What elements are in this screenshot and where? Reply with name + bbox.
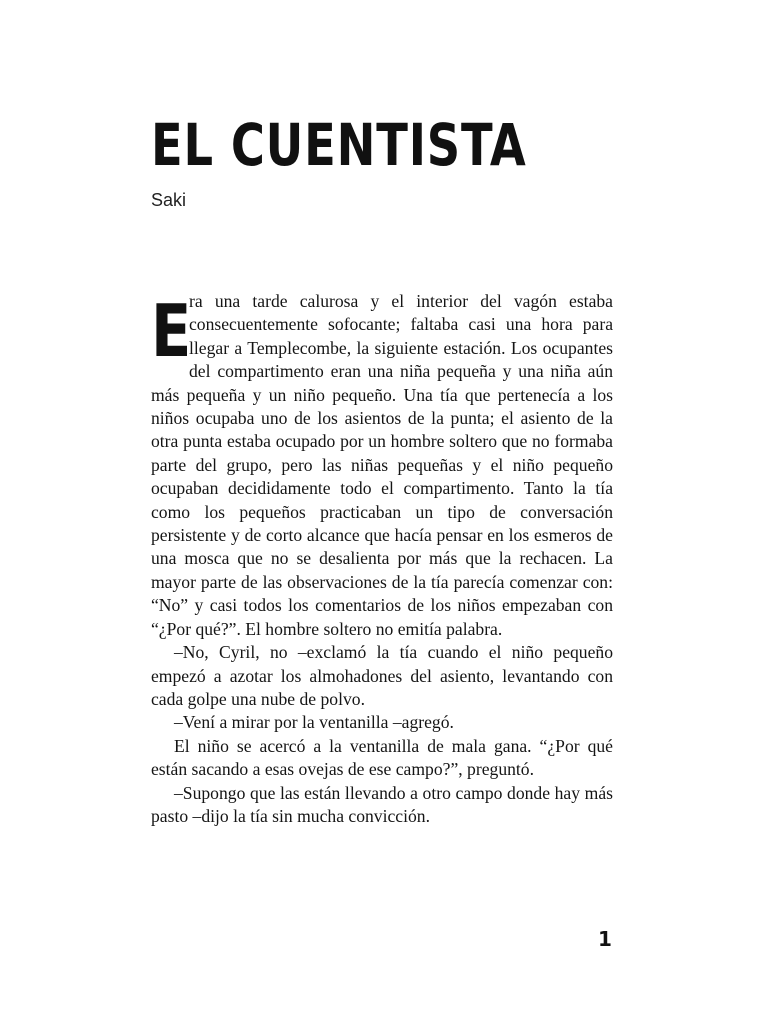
story-title: EL CUENTISTA xyxy=(151,111,527,179)
paragraph-2: –No, Cyril, no –exclamó la tía cuando el niño pequeño empezó a azotar los almohadones del asiento, levantando con cada golpe una nube de polvo. xyxy=(151,642,613,709)
author-name: Saki xyxy=(151,190,187,210)
paragraph-1-text: ra una tarde calurosa y el interior del vagón estaba consecuentemente sofocante; faltaba casi una hora para llegar a Templecombe, la siguiente estación. Los ocupantes del compartimento eran una niña pequeña y una niña aún más pequeña y un niño pequeño. Una tía que pertenecía a los niños ocupaba uno de los asientos de la punta; el asiento de la otra punta estaba ocupado por un hombre soltero que no formaba parte del grupo, pero las niñas pequeñas y el niño pequeño ocupaban decididamente todo el compartimento. Tanto la tía como los pequeños practicaban un tipo de conversación persistente y de corto alcance que hacía pensar en los esmeros de una mosca que no se desalienta por más que la rechacen. La mayor parte de las observaciones de la tía parecía comenzar con: “No” y casi todos los comentarios de los niños empezaban con “¿Por qué?”. El hombre soltero no emitía palabra. xyxy=(151,291,613,639)
paragraph-3: –Vení a mirar por la ventanilla –agregó. xyxy=(174,712,454,733)
story-body xyxy=(151,290,613,828)
paragraph-5: –Supongo que las están llevando a otro campo donde hay más pasto –dijo la tía sin mucha convicción. xyxy=(151,782,613,826)
drop-cap: E xyxy=(151,289,192,373)
paragraph-1 xyxy=(151,290,613,641)
paragraph-4: El niño se acercó a la ventanilla de mala gana. “¿Por qué están sacando a esas ovejas de ese campo?”, preguntó. xyxy=(151,735,613,780)
page-number: 1 xyxy=(598,927,612,951)
